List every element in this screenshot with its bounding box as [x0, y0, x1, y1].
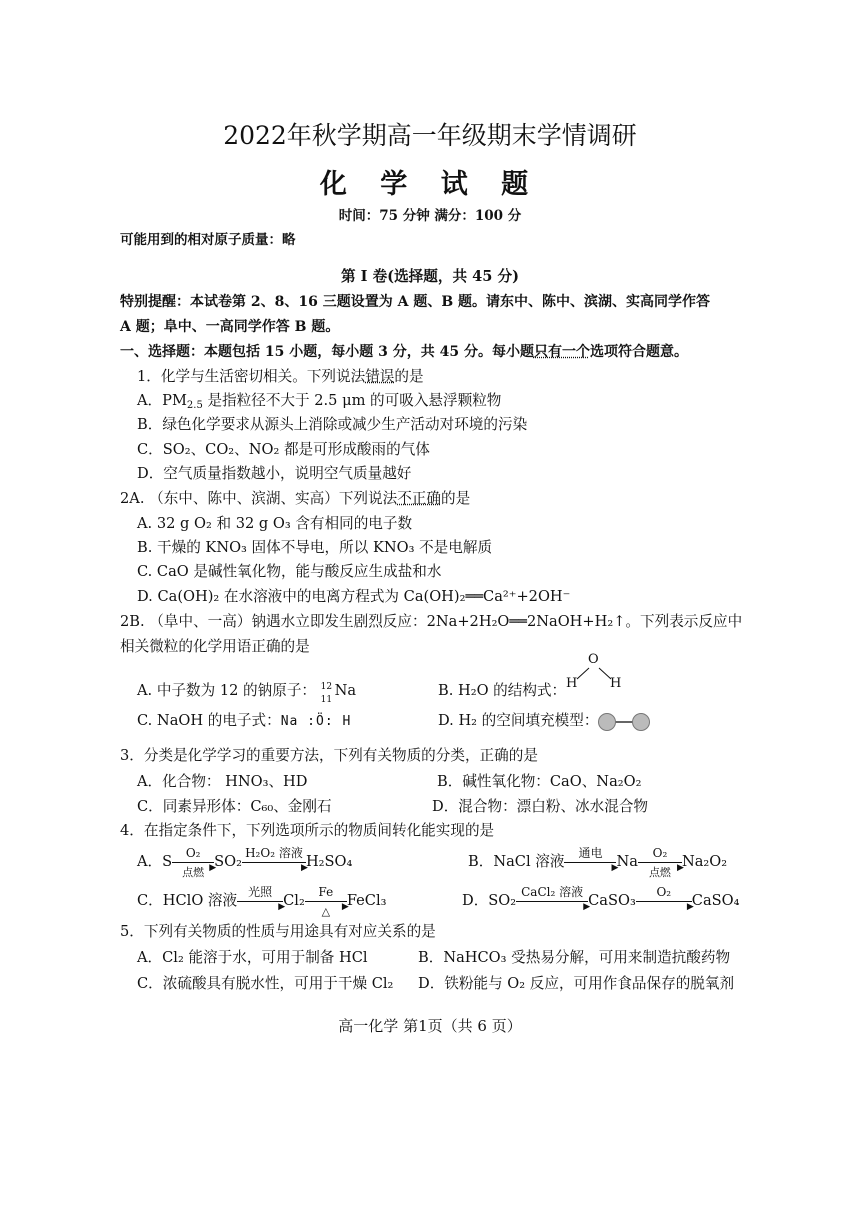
q2a-stem: [120, 489, 470, 509]
arrow-head-icon: ▶: [278, 902, 286, 912]
q1-stem-end: 的是: [394, 368, 424, 385]
q2b-c-text: C. NaOH 的电子式：: [137, 712, 281, 729]
part1-text: 一、选择题：本题包括 15 小题，每小题 3 分，共 45 分。每小题: [120, 344, 534, 360]
arrow-shaft: [636, 901, 692, 902]
q3-option-a: A．化合物： HNO₃、HD: [137, 773, 308, 790]
q2b-a-text: A. 中子数为 12 的钠原子：: [137, 682, 317, 699]
arrow-head-icon: ▶: [583, 902, 591, 912]
arrow-condition: 点燃: [182, 866, 205, 879]
q5-option-c: C．浓硫酸具有脱水性，可用于干燥 Cl₂: [137, 975, 394, 992]
arrow-head-icon: ▶: [209, 863, 217, 873]
q1-option-c: C．SO₂、CO₂、NO₂ 都是可形成酸雨的气体: [137, 441, 430, 458]
q2b-stem: 2B. （阜中、一高）钠遇水立即发生剧烈反应：2Na+2H₂O══2NaOH+H₂↑。下列表示反应中: [120, 613, 743, 630]
nuclide-notation: [320, 681, 335, 705]
q4-b-product: Na₂O₂: [681, 853, 728, 870]
q1-stem-text: 1．化学与生活密切相关。下列说法: [137, 368, 366, 385]
q2b-option-c: [137, 711, 351, 732]
q3-option-b: B．碱性氧化物：CaO、Na₂O₂: [437, 773, 642, 790]
q4-a-label: A．S: [137, 853, 173, 870]
part1-emphasis: 只有一个: [533, 344, 590, 360]
q4-option-d: [462, 885, 740, 912]
q4-b-label: B．NaCl 溶液: [468, 853, 565, 870]
atomic-mass-note: 可能用到的相对原子质量：略: [120, 232, 296, 248]
q1-a-text: A．PM: [137, 392, 187, 409]
q4-c-product: FeCl₃: [346, 892, 387, 909]
q1-stem: [137, 367, 424, 387]
atomic-number: 11: [320, 695, 333, 705]
reaction-arrow: [172, 846, 217, 879]
q5-option-a: A．Cl₂ 能溶于水，可用于制备 HCl: [137, 949, 368, 966]
arrow-reagent: H₂O₂ 溶液: [245, 846, 303, 860]
section-heading: 第 I 卷(选择题，共 45 分): [340, 268, 520, 285]
q1-a-sub: 2.5: [186, 400, 203, 411]
notice-line-2: A 题；阜中、一高同学作答 B 题。: [120, 319, 340, 335]
time-info: 时间：75 分钟 满分：100 分: [338, 208, 522, 224]
arrow-reagent: O₂: [652, 846, 668, 860]
q2b-option-b: B. H₂O 的结构式：: [438, 682, 567, 699]
q3-option-c: C．同素异形体：C₆₀、金刚石: [137, 798, 332, 815]
exam-title: 2022年秋学期高一年级期末学情调研: [223, 121, 637, 150]
notice-line-1: 特别提醒：本试卷第 2、8、16 三题设置为 A 题、B 题。请东中、陈中、滨湖、实高同学作答: [120, 294, 711, 310]
arrow-condition: 点燃: [648, 866, 671, 879]
q2a-option-a: A. 32 g O₂ 和 32 g O₃ 含有相同的电子数: [137, 515, 413, 532]
water-structure-diagram: [562, 652, 626, 696]
q5-stem: 5．下列有关物质的性质与用途具有对应关系的是: [120, 923, 436, 940]
arrow-head-icon: ▶: [677, 863, 684, 873]
arrow-condition: 通电: [578, 846, 603, 860]
q4-a-product: H₂SO₄: [305, 853, 353, 870]
q4-d-label: D．SO₂: [462, 892, 517, 909]
mass-number: 12: [320, 682, 333, 692]
q2b-stem-line2: 相关微粒的化学用语正确的是: [120, 638, 310, 655]
q4-c-label: C．HClO 溶液: [137, 892, 238, 909]
reaction-arrow: [237, 885, 286, 912]
element-symbol: Na: [334, 682, 357, 699]
reaction-arrow: [638, 846, 684, 879]
q4-b-intermediate: Na: [616, 853, 638, 870]
q4-stem: 4．在指定条件下，下列选项所示的物质间转化能实现的是: [120, 822, 495, 839]
q1-option-d: D．空气质量指数越小，说明空气质量越好: [137, 465, 412, 482]
q2a-stem-end: 的是: [441, 490, 471, 507]
h-atom-2: [632, 713, 650, 731]
arrow-condition: △: [321, 905, 331, 918]
hydrogen-atom-label-1: H: [566, 676, 578, 691]
q4-d-product: CaSO₄: [691, 892, 740, 909]
q2b-option-d: [438, 711, 650, 731]
arrow-reagent: Fe: [318, 885, 334, 899]
page-footer: 高一化学 第1页（共 6 页）: [338, 1017, 522, 1035]
q2a-option-c: C. CaO 是碱性氧化物，能与酸反应生成盐和水: [137, 563, 442, 580]
q4-option-a: [137, 846, 353, 879]
arrow-head-icon: ▶: [611, 863, 619, 873]
arrow-shaft: [242, 862, 306, 863]
q1-stem-emphasis: 错误: [365, 368, 395, 385]
arrow-shaft: [237, 901, 283, 902]
q2a-option-b: B. 干燥的 KNO₃ 固体不导电，所以 KNO₃ 不是电解质: [137, 539, 493, 556]
q2b-d-text: D. H₂ 的空间填充模型：: [438, 712, 599, 729]
q2b-option-a: [137, 681, 357, 705]
reaction-arrow: [305, 885, 349, 918]
reaction-arrow: [636, 885, 694, 912]
reaction-arrow: [564, 846, 619, 873]
q1-option-b: B．绿色化学要求从源头上消除或减少生产活动对环境的污染: [137, 416, 528, 433]
oxygen-atom-label: O: [588, 652, 599, 667]
hydrogen-atom-label-2: H: [610, 676, 622, 691]
q4-d-intermediate: CaSO₃: [588, 892, 636, 909]
subject-title: 化 学 试 题: [319, 169, 541, 200]
h-atom-1: [598, 713, 616, 731]
q4-option-b: [468, 846, 728, 879]
arrow-reagent: O₂: [656, 885, 672, 899]
reaction-arrow: [516, 885, 591, 912]
q1-option-a: [137, 391, 501, 416]
part1-instructions: [120, 342, 688, 362]
q4-option-c: [137, 885, 387, 918]
arrow-shaft: [516, 901, 588, 902]
reaction-arrow: [242, 846, 308, 873]
arrow-reagent: O₂: [185, 846, 201, 860]
q2a-stem-emphasis: 不正确: [397, 490, 441, 507]
q1-a-rest: 是指粒径不大于 2.5 μm 的可吸入悬浮颗粒物: [202, 392, 502, 409]
q5-option-d: D．铁粉能与 O₂ 反应，可用作食品保存的脱氧剂: [418, 975, 735, 992]
h2-space-filling-model: [598, 711, 650, 731]
arrow-head-icon: ▶: [301, 863, 308, 873]
q4-c-intermediate: Cl₂: [283, 892, 305, 909]
q3-option-d: D．混合物：漂白粉、冰水混合物: [432, 798, 649, 815]
q4-a-intermediate: SO₂: [214, 853, 242, 870]
part1-end: 选项符合题意。: [589, 344, 688, 360]
q5-option-b: B．NaHCO₃ 受热易分解，可用来制造抗酸药物: [418, 949, 731, 966]
naoh-electron-formula: Na :Ö: H: [280, 714, 352, 729]
arrow-head-icon: ▶: [341, 902, 349, 912]
water-bonds: [562, 652, 626, 696]
arrow-condition: 光照: [248, 885, 273, 899]
q2a-option-d: D. Ca(OH)₂ 在水溶液中的电离方程式为 Ca(OH)₂══Ca²⁺+2OH⁻: [137, 588, 571, 605]
q2a-stem-text: 2A. （东中、陈中、滨湖、实高）下列说法: [120, 490, 398, 507]
arrow-head-icon: ▶: [686, 902, 694, 912]
arrow-reagent: CaCl₂ 溶液: [521, 885, 584, 899]
arrow-shaft: [564, 862, 616, 863]
q3-stem: 3．分类是化学学习的重要方法，下列有关物质的分类，正确的是: [120, 747, 538, 764]
